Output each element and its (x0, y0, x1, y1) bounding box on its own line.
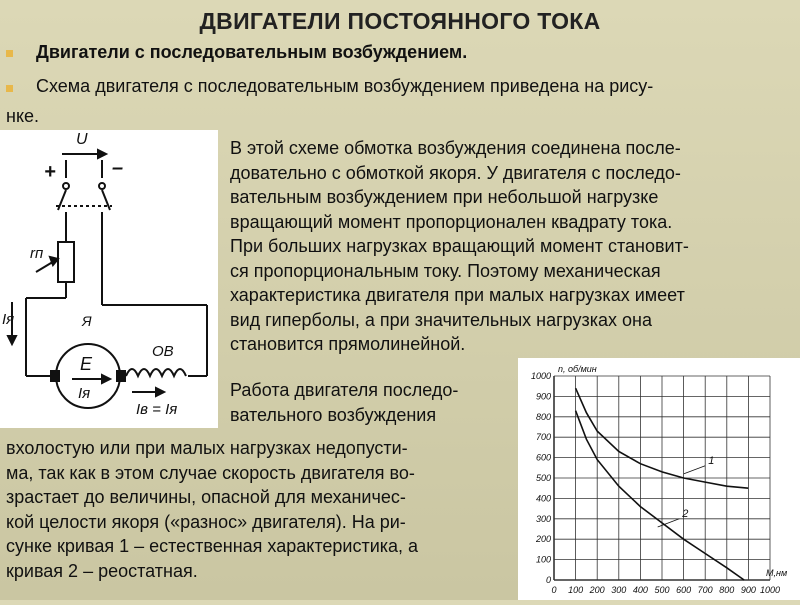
y-tick-label: 0 (545, 575, 551, 585)
text-line: вхолостую или при малых нагрузках недопусти- (6, 438, 408, 458)
x-axis-label: M,нм (766, 568, 788, 578)
paragraph-series-winding (230, 136, 689, 357)
armature-current-label: Iя (78, 385, 91, 402)
text-line: довательно с обмоткой якоря. У двигателя с последо- (230, 162, 681, 183)
x-tick-label: 600 (676, 585, 692, 595)
intro-line-continuation: нке. (6, 106, 40, 126)
curve-leader-line (684, 466, 706, 474)
x-tick-label: 200 (589, 585, 605, 595)
rheostat-label: rп (30, 245, 44, 262)
text-line: ма, так как в этом случае скорость двигателя во- (6, 462, 415, 483)
bullet-marker (6, 50, 13, 57)
contact-icon (99, 183, 105, 189)
y-tick-label: 200 (535, 534, 551, 545)
text-line: сунке кривая 1 – естественная характеристика, а (6, 536, 419, 556)
text-line: ся пропорциональным току. Поэтому механическая (230, 260, 661, 281)
subheading: Двигатели с последовательным возбуждением. (36, 42, 468, 62)
armature-label: Я (82, 313, 92, 329)
paragraph-no-load-top (230, 378, 458, 427)
text-line: становится прямолинейной. (230, 334, 466, 354)
rheostat-icon (58, 242, 74, 282)
text-line: вательного возбуждения (230, 404, 437, 425)
left-current-label: Iя (2, 311, 15, 328)
x-tick-label: 100 (568, 585, 584, 595)
circuit-svg (0, 130, 218, 428)
y-axis-label: n, об/мин (558, 364, 597, 374)
page-title: ДВИГАТЕЛИ ПОСТОЯННОГО ТОКА (199, 8, 601, 34)
y-tick-label: 500 (535, 473, 551, 483)
curve-2 (576, 411, 745, 580)
text-line: вид гиперболы, а при значительных нагрузках она (230, 309, 652, 330)
text-line: При больших нагрузках вращающий момент становит- (230, 236, 689, 256)
y-tick-label: 400 (535, 493, 551, 504)
arrow-head-icon (102, 375, 110, 383)
voltage-label: U (76, 131, 88, 148)
text-line: характеристика двигателя при малых нагрузках имеет (230, 285, 685, 305)
x-tick-label: 0 (551, 585, 557, 595)
paragraph-no-load-bottom (6, 436, 418, 583)
intro-line: Схема двигателя с последовательным возбуждением приведена на рису- (36, 76, 654, 96)
text-line: вательным возбуждением при небольшой нагрузке (230, 187, 659, 207)
y-tick-label: 1000 (530, 371, 551, 381)
text-line: кривая 2 – реостатная. (6, 560, 198, 581)
field-winding-label: ОВ (152, 343, 174, 360)
text-line: В этой схеме обмотка возбуждения соединена после- (230, 138, 681, 158)
text-line: зрастает до величины, опасной для механичес- (6, 487, 406, 507)
bullet-marker (6, 85, 13, 92)
contact-icon (63, 183, 69, 189)
circuit-diagram (0, 130, 218, 428)
x-tick-label: 1000 (759, 585, 781, 595)
arrow-head-icon (156, 388, 164, 396)
text-line: вращающий момент пропорционален квадрату тока. (230, 211, 673, 232)
x-tick-label: 300 (611, 585, 627, 595)
y-tick-label: 700 (535, 432, 551, 443)
curve-label: 2 (682, 507, 689, 520)
arrow-head-icon (8, 336, 16, 344)
arrow-head-icon (98, 150, 106, 158)
y-tick-label: 800 (535, 411, 551, 422)
x-tick-label: 500 (654, 585, 670, 595)
field-current-label: Iв = Iя (136, 401, 178, 418)
y-tick-label: 900 (535, 391, 551, 402)
curve-label: 1 (708, 454, 715, 467)
text-line: Работа двигателя последо- (230, 380, 459, 400)
x-tick-label: 900 (740, 585, 756, 595)
field-coil-icon (126, 369, 186, 376)
y-tick-label: 600 (535, 452, 551, 463)
characteristic-chart (518, 358, 800, 600)
plus-label: + (44, 161, 56, 183)
x-tick-label: 700 (697, 585, 713, 595)
emf-label: E (80, 354, 93, 374)
y-tick-label: 300 (535, 513, 551, 524)
text-line: кой целости якоря («разнос» двигателя). На ри- (6, 511, 406, 532)
y-tick-label: 100 (535, 554, 551, 565)
minus-label: – (112, 157, 124, 179)
x-tick-label: 800 (719, 585, 735, 595)
brush-icon (50, 370, 60, 382)
x-tick-label: 400 (632, 585, 648, 595)
chart-svg (518, 358, 800, 600)
brush-icon (116, 370, 126, 382)
